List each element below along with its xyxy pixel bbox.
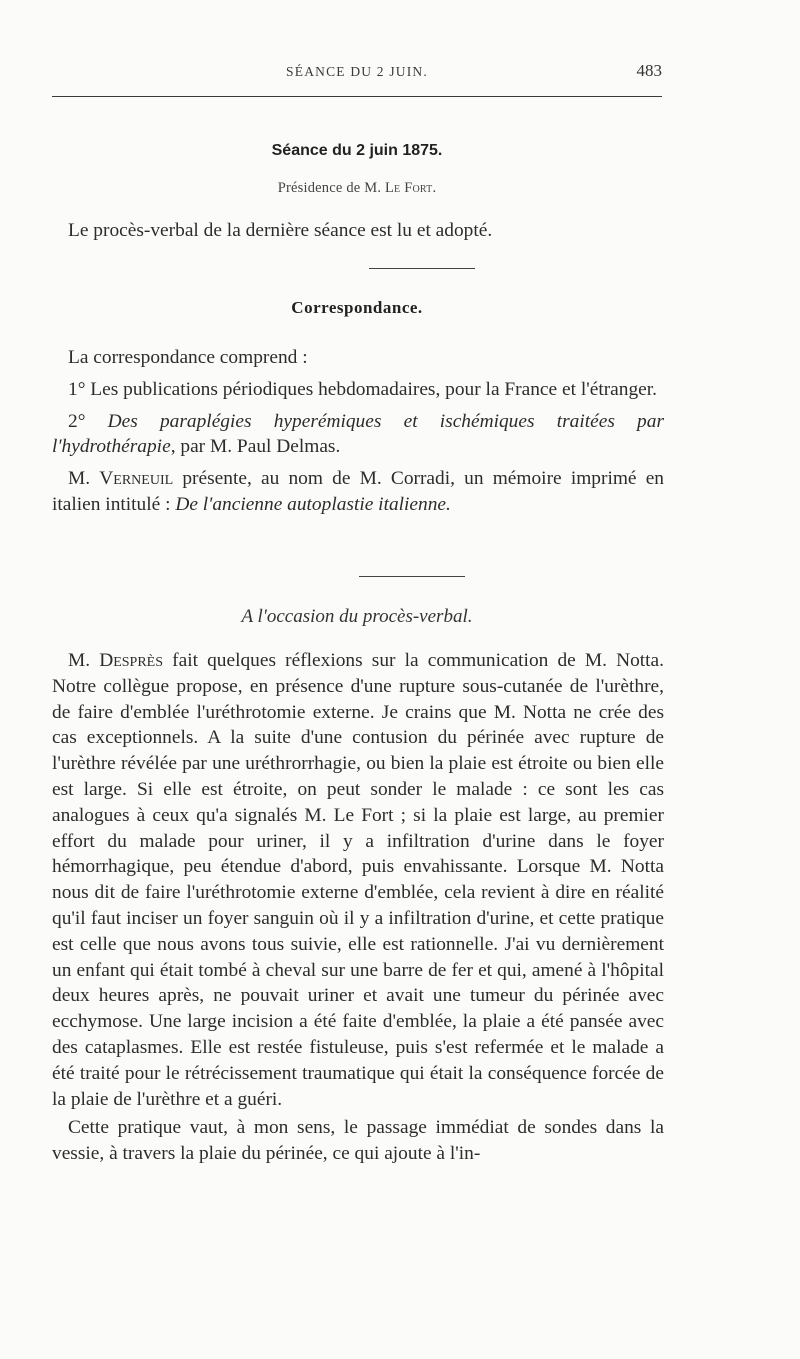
verneuil-name: Verneuil xyxy=(99,468,174,490)
correspondance-heading: Correspondance. xyxy=(291,298,423,317)
presidence-suffix: . xyxy=(432,180,437,196)
pratique-paragraph: Cette pratique vaut, à mon sens, le passage immédiat de sondes dans la vessie, à travers la plaie du périnée, ce qui ajoute à l'in- xyxy=(52,1117,664,1165)
item2-title: Des paraplégies hyperémiques et ischémiques traitées par l'hydrothérapie xyxy=(52,410,664,458)
despres-name: Desprès xyxy=(99,650,164,671)
occasion-section xyxy=(52,648,664,1170)
verneuil-paragraph xyxy=(52,466,664,518)
despres-prefix: M. xyxy=(68,650,100,671)
running-head xyxy=(52,60,662,88)
despres-paragraph xyxy=(52,648,664,1112)
page-number: 483 xyxy=(636,61,662,80)
section-divider xyxy=(369,268,475,269)
header-rule xyxy=(52,96,662,97)
despres-text: fait quelques réflexions sur la communication de M. Notta. Notre collègue propose, en présence d'une rupture sous-cutanée de l'urèthre, de faire d'emblée l'uréthrotomie externe. Je crains que M. Notta ne crée des cas exceptionnels. A la suite d'une contusion du périnée avec rupture de l'urèthre révélée par une uréthrorrhagie, ou bien la plaie est étroite ou bien elle est large. Si elle est étroite, on peut sonder le malade : ce sont les cas analogues à ceux qu'a signalés M. Le Fort ; si la plaie est large, au premier effort du malade pour uriner, il y a infiltration d'urine dans le foyer hémorrhagique, peu étendue d'abord, puis envahissante. Lorsque M. Notta nous dit de faire l'uréthrotomie externe d'emblée, cela revient à dire en réalité qu'il faut inciser un foyer sanguin où il y a infiltration d'urine, et cette pratique est celle que nous avons tous suivie, elle est rationnelle. J'ai vu dernièrement un enfant qui était tombé à cheval sur une barre de fer et qui, amené à l'hôpital deux heures après, ne pouvait uriner et avait une tumeur du périnée avec ecchymose. Une large incision a été faite d'emblée, la plaie a été pansée avec des cataplasmes. Elle est restée fistuleuse, puis s'est refermée et le malade a été traité pour le rétrécissement traumatique qui était la conséquence forcée de la plaie de l'urèthre et a guéri. xyxy=(52,650,664,1110)
correspondance-item-1: 1° Les publications périodiques hebdomadaires, pour la France et l'étranger. xyxy=(68,378,658,400)
president-name: Le Fort xyxy=(385,180,433,196)
proces-verbal-paragraph xyxy=(52,218,664,244)
verneuil-title: De l'ancienne autoplastie italienne. xyxy=(175,493,451,515)
occasion-heading: A l'occasion du procès-verbal. xyxy=(241,606,473,627)
running-head-title: SÉANCE DU 2 JUIN. xyxy=(286,64,428,79)
proces-verbal-text: Le procès-verbal de la dernière séance est lu et adopté. xyxy=(68,220,493,241)
presidence-line xyxy=(52,180,662,197)
section-divider xyxy=(359,576,465,577)
verneuil-text: présente, au nom de M. Corradi, un mémoire imprimé en italien intitulé : xyxy=(52,468,665,515)
item2-rest: , par M. Paul Delmas. xyxy=(170,436,341,458)
seance-title: Séance du 2 juin 1875. xyxy=(271,142,443,159)
presidence-prefix: Présidence de M. xyxy=(277,180,385,196)
correspondance-item-2 xyxy=(52,409,664,461)
correspondance-intro: La correspondance comprend : xyxy=(68,347,308,368)
correspondance-section xyxy=(52,345,664,524)
item2-number: 2° xyxy=(68,410,108,432)
verneuil-prefix: M. xyxy=(68,468,100,490)
